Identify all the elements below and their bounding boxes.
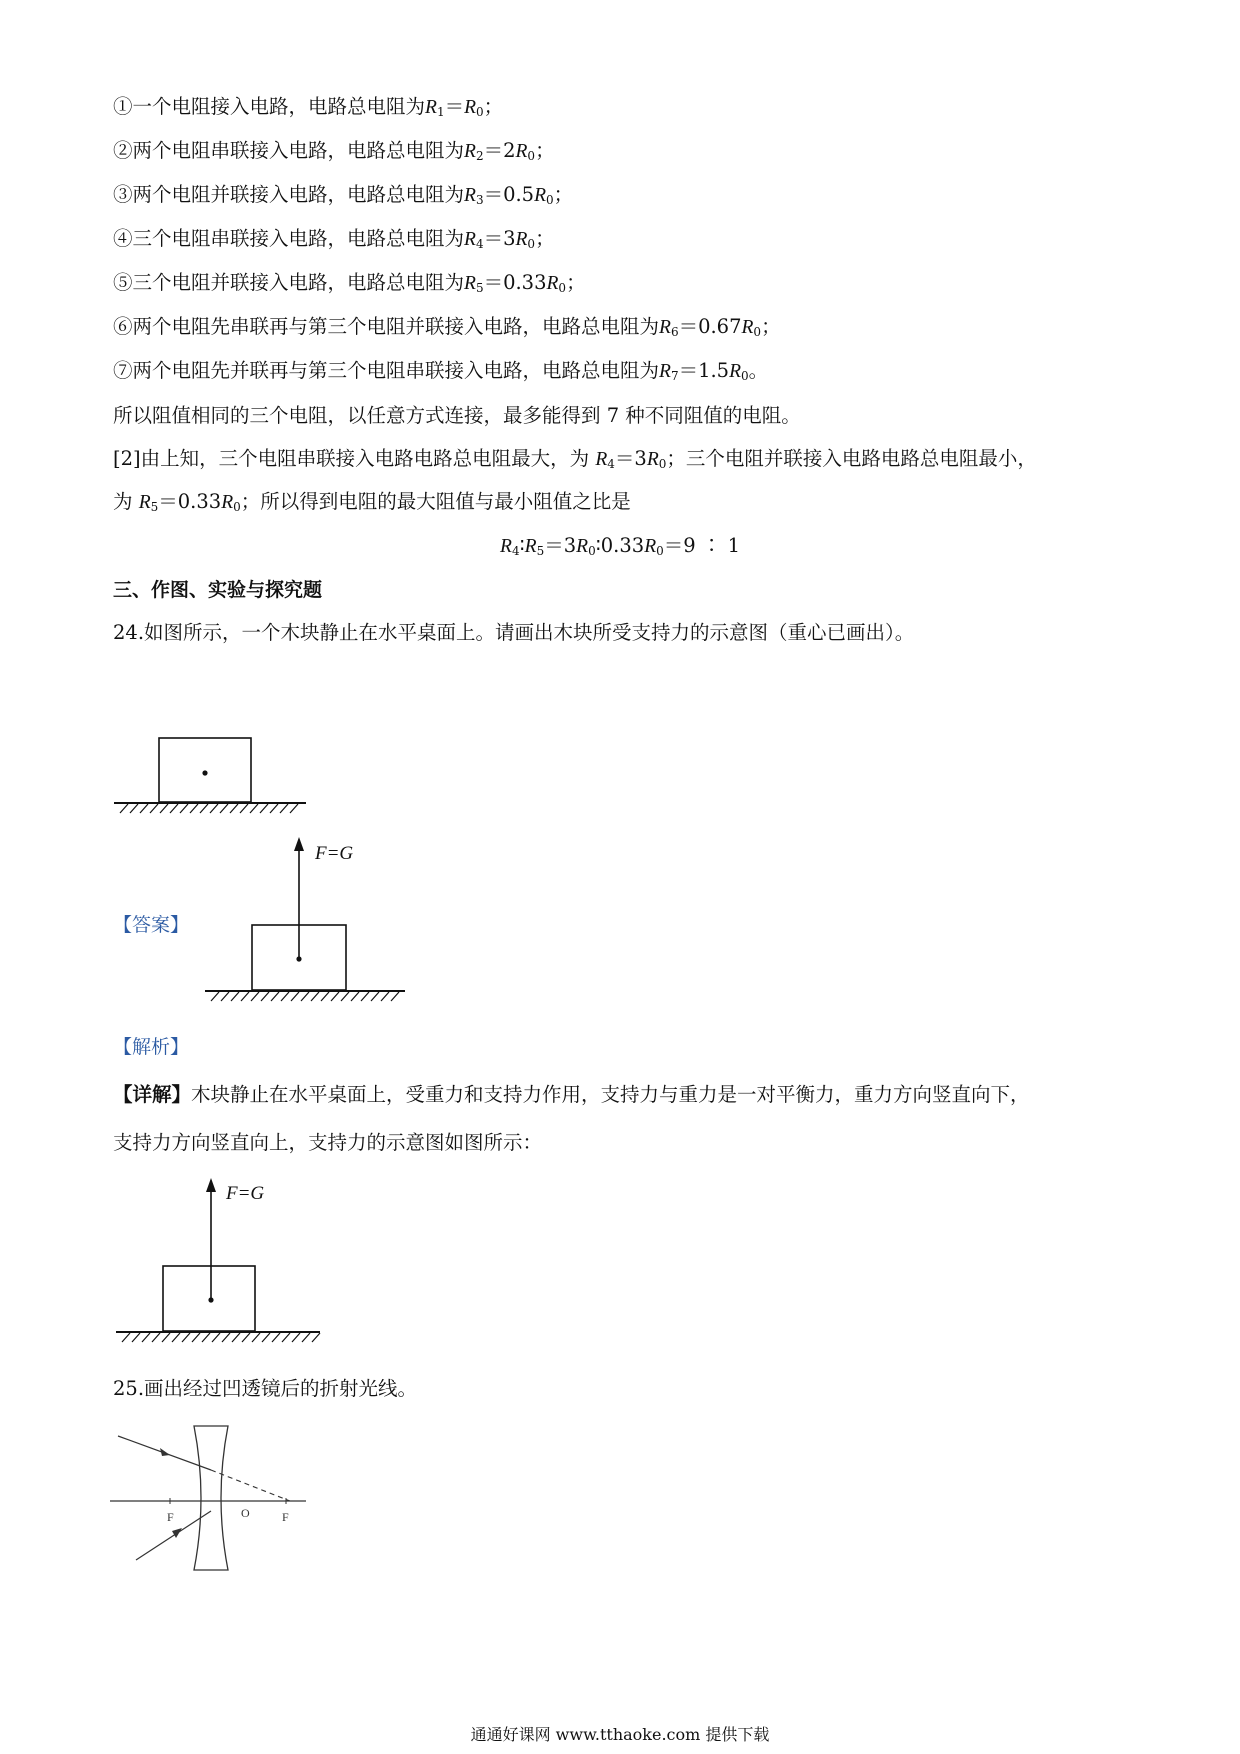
block-on-table-figure xyxy=(114,735,314,815)
ratio-equation: $R_4∶R_5=3R_0∶0.33R_0=9$ ∶ 1 xyxy=(500,534,740,558)
resistor-line-7: ⑦两个电阻先并联再与第三个电阻串联接入电路，电路总电阻为$R_7=1.5R_0$。 xyxy=(113,359,769,383)
force-label: F=G xyxy=(315,843,354,864)
analysis-tag: 【解析】 xyxy=(113,1036,190,1058)
question-24: 24.如图所示，一个木块静止在水平桌面上。请画出木块所受支持力的示意图（重心已画出）。 xyxy=(113,621,915,644)
table-hatching xyxy=(120,804,298,813)
page-footer: 通通好课网 www.tthaoke.com 提供下载 xyxy=(470,1725,770,1744)
resistor-line-1: ①一个电阻接入电路，电路总电阻为$R_1=R_0$； xyxy=(113,95,504,119)
focus-left-label: F xyxy=(167,1510,174,1524)
force-label: F=G xyxy=(226,1183,265,1204)
arrow-head xyxy=(206,1178,216,1192)
section-heading: 三、作图、实验与探究题 xyxy=(113,579,323,601)
concave-lens xyxy=(194,1426,228,1570)
ray-1-arrow xyxy=(160,1448,170,1456)
ray-2-arrow xyxy=(172,1528,182,1538)
answer-tag: 【答案】 xyxy=(113,914,190,936)
resistor-line-4: ④三个电阻串联接入电路，电路总电阻为$R_4=3R_0$； xyxy=(113,227,555,251)
resistor-line-3: ③两个电阻并联接入电路，电路总电阻为$R_3=0.5R_0$； xyxy=(113,183,574,207)
table-hatching xyxy=(211,992,399,1001)
extension-dashed xyxy=(211,1470,290,1501)
detail-line-1: 【详解】木块静止在水平桌面上，受重力和支持力作用，支持力与重力是一对平衡力，重力方向竖直向下， xyxy=(113,1083,1030,1106)
question-25: 25.画出经过凹透镜后的折射光线。 xyxy=(113,1377,418,1400)
resistor-line-6: ⑥两个电阻先串联再与第三个电阻并联接入电路，电路总电阻为$R_6=0.67R_0$； xyxy=(113,315,781,339)
resistor-line-5: ⑤三个电阻并联接入电路，电路总电阻为$R_5=0.33R_0$； xyxy=(113,271,586,295)
part2-line-2: 为 $R_5=0.33R_0$；所以得到电阻的最大阻值与最小阻值之比是 xyxy=(113,490,631,514)
optical-center-label: O xyxy=(241,1506,250,1520)
table-hatching xyxy=(122,1333,320,1342)
center-of-gravity-dot xyxy=(208,1297,213,1302)
resistor-line-2: ②两个电阻串联接入电路，电路总电阻为$R_2=2R_0$； xyxy=(113,139,555,163)
detail-figure xyxy=(116,1176,336,1351)
answer-figure xyxy=(205,835,415,1010)
center-of-gravity-dot xyxy=(202,770,207,775)
conclusion-text: 所以阻值相同的三个电阻，以任意方式连接，最多能得到 7 种不同阻值的电阻。 xyxy=(113,404,801,427)
wooden-block xyxy=(159,738,251,802)
concave-lens-figure xyxy=(110,1420,310,1570)
detail-line-2: 支持力方向竖直向上，支持力的示意图如图所示： xyxy=(113,1131,543,1154)
focus-right-label: F xyxy=(282,1510,289,1524)
arrow-head xyxy=(294,837,304,851)
part2-line-1: [2]由上知，三个电阻串联接入电路电路总电阻最大，为 $R_4=3R_0$；三个电阻并联接入电路电路总电阻最小， xyxy=(113,447,1037,471)
center-of-gravity-dot xyxy=(296,956,301,961)
